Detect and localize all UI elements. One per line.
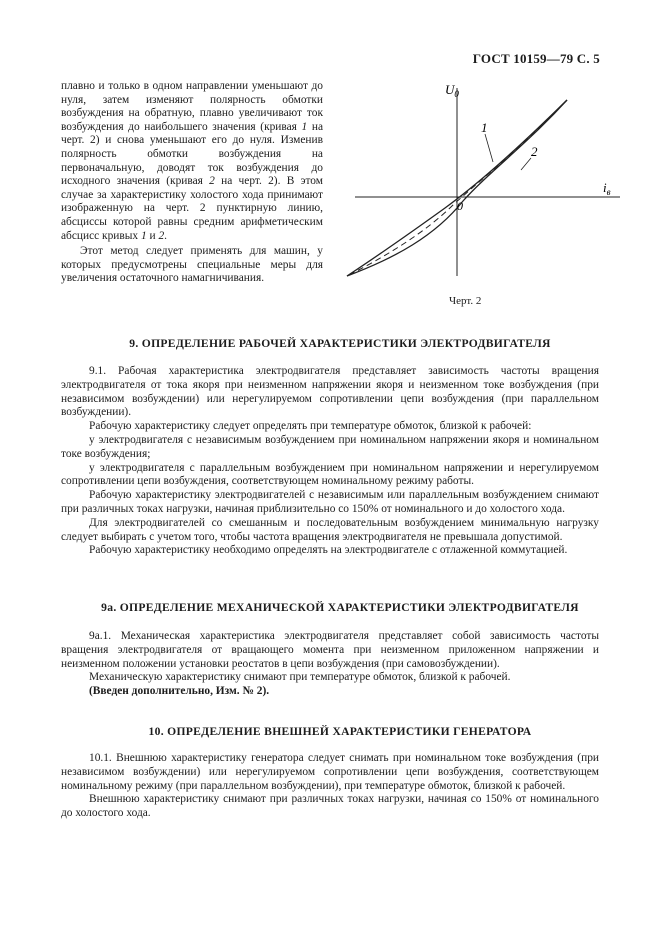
figure-2-hysteresis: [335, 76, 625, 281]
section-9-p7: Рабочую характеристику необходимо определять на электродвигателе с отлаженной коммутацией.: [89, 544, 568, 557]
curve-2-label: 2: [531, 144, 538, 159]
section-9a-p2: Механическую характеристику снимают при температуре обмоток, близкой к рабочей.: [89, 671, 511, 684]
section-9-body: [61, 365, 599, 558]
figure-caption: Черт. 2: [449, 295, 482, 307]
section-9-p5: Рабочую характеристику электродвигателей с независимым или параллельным возбуждением снимают при различных токах нагрузки, начиная приблизительно со 150% от номинального и до холостого хода.: [61, 489, 599, 515]
leader-curve-1: [485, 134, 493, 162]
x-axis-label: $i_в$: [603, 180, 611, 197]
left-paragraph-2: Этот метод следует применять для машин, у которых предусмотрены специальные меры для увеличения остаточного намагничивания.: [61, 245, 323, 285]
page-header: ГОСТ 10159—79 С. 5: [472, 51, 600, 66]
curve-1-label: 1: [481, 120, 488, 135]
leader-curve-2: [521, 158, 531, 170]
figure-2-svg: [335, 76, 625, 281]
section-9a-p1: 9а.1. Механическая характеристика электродвигателя представляет собой зависимость частоты вращения электродвигателя от вращающего момента при неизменном приложенном напряжении и неизменном положении установки реостатов в цепи возбуждения (при самовозбуждении).: [61, 630, 599, 670]
y-axis-label: $U_0$: [445, 82, 459, 99]
section-9-heading: 9. ОПРЕДЕЛЕНИЕ РАБОЧЕЙ ХАРАКТЕРИСТИКИ ЭЛЕКТРОДВИГАТЕЛЯ: [129, 337, 551, 350]
section-9a-heading: 9а. ОПРЕДЕЛЕНИЕ МЕХАНИЧЕСКОЙ ХАРАКТЕРИСТИКИ ЭЛЕКТРОДВИГАТЕЛЯ: [101, 601, 579, 614]
left-column-text: [61, 80, 323, 286]
section-9a-body: [61, 630, 599, 699]
section-9a-amendment: (Введен дополнительно, Изм. № 2).: [89, 685, 270, 698]
section-9-p6: Для электродвигателей со смешанным и последовательным возбуждением минимальную нагрузку следует выбирать с учетом того, чтобы частота вращения электродвигателя не превышала допустимой.: [61, 516, 599, 543]
section-9-p4: у электродвигателя с параллельным возбуждением при номинальном напряжении и нерегулируемом сопротивлении цепи возбуждения, соответствующем номинальному режиму работы.: [61, 461, 599, 488]
section-9-p3: у электродвигателя с независимым возбуждением при номинальном напряжении якоря и номинальном токе возбуждения;: [61, 433, 599, 460]
section-9-p2: Рабочую характеристику следует определять при температуре обмоток, близкой к рабочей:: [89, 420, 532, 433]
origin-label: 0: [457, 199, 463, 213]
section-10-body: [61, 752, 599, 821]
section-10-p2: Внешнюю характеристику снимают при различных токах нагрузки, начиная со 150% от номинального до холостого хода.: [61, 793, 599, 820]
section-10-p1: 10.1. Внешнюю характеристику генератора следует снимать при номинальном токе возбуждения (при независимом возбуждении) или нерегулируемом сопротивлении цепи возбуждения, соответствующем номинальному режиму (при параллельном возбуждении), при температуре обмоток, близкой к рабочей.: [61, 752, 599, 792]
section-10-heading: 10. ОПРЕДЕЛЕНИЕ ВНЕШНЕЙ ХАРАКТЕРИСТИКИ ГЕНЕРАТОРА: [148, 725, 532, 738]
section-9-p1: 9.1. Рабочая характеристика электродвигателя представляет зависимость частоты вращения электродвигателя от тока якоря при неизменном напряжении якоря и неизменном токе возбуждения (при независимом возбуждении) или нерегулируемом сопротивлении цепи возбуждения (при параллельном возбуждении).: [61, 365, 599, 419]
left-paragraph-1: плавно и только в одном направлении уменьшают до нуля, затем изменяют полярность обмотки возбуждения на обратную, плавно увеличивают ток возбуждения до наибольшего значения (кривая 1 на черт. 2) и снова уменьшают его до нуля. Изменив полярность обмотки возбуждения на первоначальную, доводят ток возбуждения до исходного значения (кривая 2 на черт. 2). В этом случае за характеристику холостого хода принимают изображенную на черт. 2 пунктирную линию, абсциссы которой равны средним арифметическим абсцисс кривых 1 и 2.: [61, 80, 323, 242]
